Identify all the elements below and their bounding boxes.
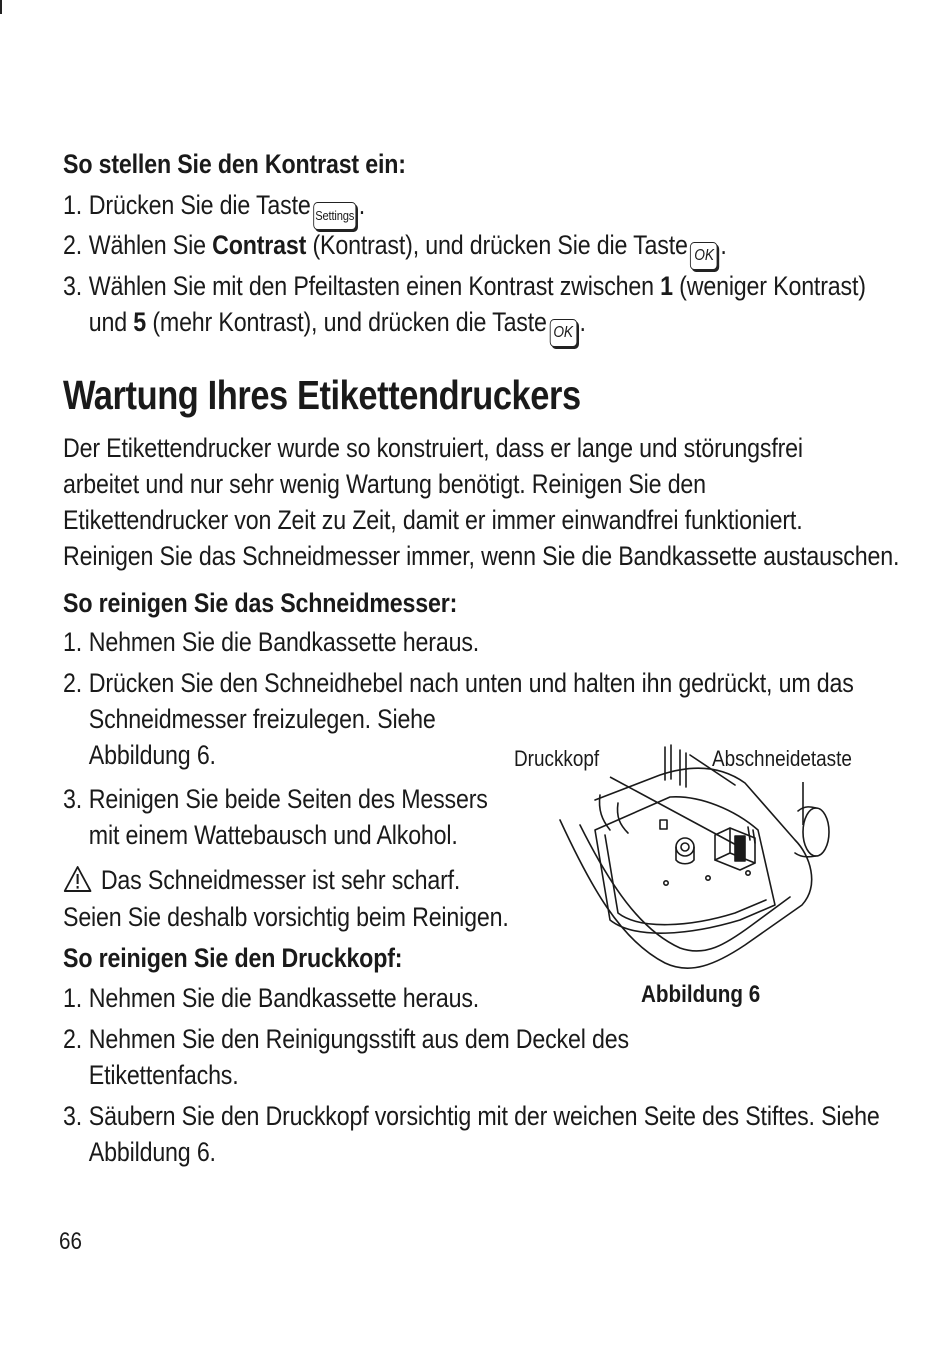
step-text: (mehr Kontrast), und drücken die Taste: [146, 307, 547, 337]
step-number: 1.: [63, 190, 83, 220]
contrast-step-2: [63, 227, 727, 270]
step-number: 3.: [63, 271, 83, 301]
step-text: Nehmen Sie die Bandkassette heraus.: [88, 627, 480, 657]
step-text: Abbildung 6.: [88, 1137, 216, 1167]
intro-line: Der Etikettendrucker wurde so konstruiert, dass er lange und störungsfrei: [63, 433, 803, 463]
printhead-step-2: [63, 1021, 629, 1093]
step-text: Nehmen Sie die Bandkassette heraus.: [88, 983, 480, 1013]
contrast-step-3: [63, 268, 866, 347]
step-bold: 1: [660, 271, 673, 301]
ok-key-icon: OK: [549, 319, 577, 347]
crop-mark: [0, 0, 2, 14]
intro-paragraph: [63, 430, 899, 574]
printhead-step-3: [63, 1098, 880, 1170]
contrast-heading: So stellen Sie den Kontrast ein:: [63, 149, 406, 179]
step-bold: Contrast: [212, 230, 307, 260]
warning-line-2: Seien Sie deshalb vorsichtig beim Reinigen.: [63, 902, 509, 932]
step-text: Drücken Sie den Schneidhebel nach unten und halten ihn gedrückt, um das: [88, 668, 854, 698]
warning-line: [63, 862, 460, 902]
cutter-heading: So reinigen Sie das Schneidmesser:: [63, 588, 458, 618]
step-text: Etikettenfachs.: [88, 1060, 239, 1090]
settings-key-icon: Settings: [313, 202, 356, 230]
step-text: und: [88, 307, 134, 337]
step-text: Wählen Sie: [88, 230, 213, 260]
step-number: 3.: [63, 1101, 83, 1131]
step-text: Säubern Sie den Druckkopf vorsichtig mit der weichen Seite des Stiftes. Siehe: [88, 1101, 880, 1131]
step-number: 2.: [63, 230, 83, 260]
step-text: Schneidmesser freizulegen. Siehe: [88, 704, 436, 734]
step-number: 1.: [63, 983, 83, 1013]
printhead-heading: So reinigen Sie den Druckkopf:: [63, 943, 403, 973]
step-number: 2.: [63, 1024, 83, 1054]
step-number: 3.: [63, 784, 83, 814]
step-text: Drücken Sie die Taste: [88, 190, 311, 220]
intro-line: Reinigen Sie das Schneidmesser immer, wenn Sie die Bandkassette austauschen.: [63, 541, 900, 571]
warning-icon: [63, 865, 92, 902]
step-number: 2.: [63, 668, 83, 698]
step-punct: .: [579, 307, 586, 337]
step-text: Nehmen Sie den Reinigungsstift aus dem Deckel des: [88, 1024, 629, 1054]
page-number: 66: [59, 1228, 82, 1255]
step-text: Wählen Sie mit den Pfeiltasten einen Kontrast zwischen: [88, 271, 661, 301]
figure-caption: Abbildung 6: [641, 981, 761, 1008]
step-bold: 5: [133, 307, 147, 337]
label-printer-illustration: [540, 735, 840, 975]
cutter-step-3: [63, 781, 488, 853]
cutter-step-1: [63, 624, 479, 660]
step-punct: .: [358, 190, 366, 220]
intro-line: Etikettendrucker von Zeit zu Zeit, damit er immer einwandfrei funktioniert.: [63, 505, 803, 535]
section-title: Wartung Ihres Etikettendruckers: [63, 372, 581, 418]
ok-key-icon: OK: [690, 242, 718, 270]
warning-text: Das Schneidmesser ist sehr scharf.: [100, 865, 461, 895]
step-text: Reinigen Sie beide Seiten des Messers: [88, 784, 488, 814]
step-text: (weniger Kontrast): [672, 271, 866, 301]
printhead-step-1: [63, 980, 479, 1016]
step-text: Abbildung 6.: [88, 740, 216, 770]
figure-label-cutter-button: Abschneidetaste: [712, 746, 852, 771]
contrast-step-1: [63, 187, 365, 230]
intro-line: arbeitet und nur sehr wenig Wartung benötigt. Reinigen Sie den: [63, 469, 706, 499]
step-text: (Kontrast), und drücken Sie die Taste: [306, 230, 688, 260]
step-text: mit einem Wattebausch und Alkohol.: [88, 820, 458, 850]
step-number: 1.: [63, 627, 83, 657]
figure-label-printhead: Druckkopf: [514, 746, 600, 771]
step-punct: .: [720, 230, 727, 260]
